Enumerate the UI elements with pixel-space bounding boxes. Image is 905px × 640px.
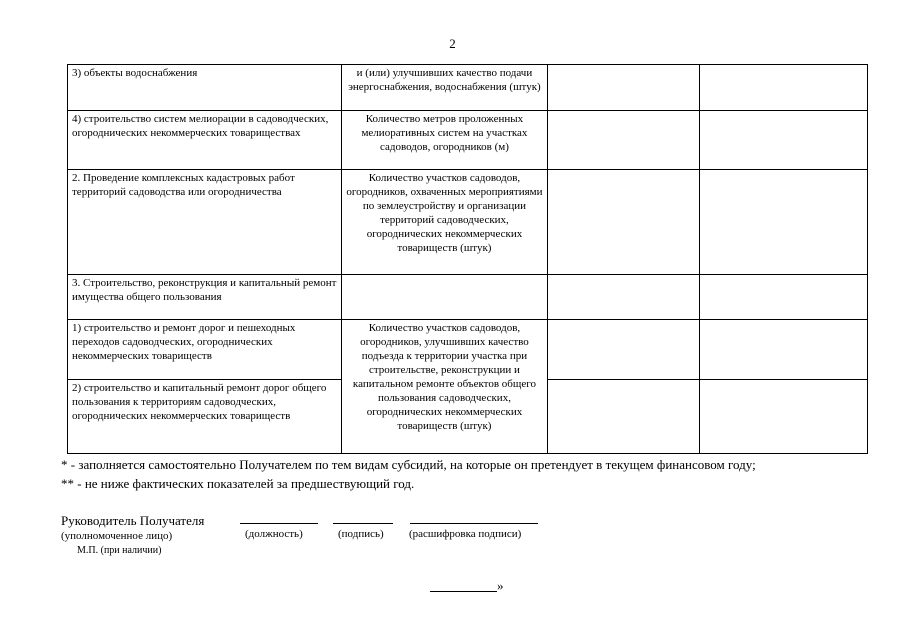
table-cell: [547, 275, 699, 320]
table-cell: 2. Проведение комплексных кадастровых работ территорий садоводства или огородничества: [68, 170, 342, 275]
table-row: [68, 170, 868, 275]
table-cell: 2) строительство и капитальный ремонт дорог общего пользования к территориям садоводческих, огороднических некоммерческих товариществ: [68, 380, 342, 454]
table-cell: [699, 170, 867, 275]
footnotes: [61, 455, 756, 493]
head-label: Руководитель Получателя: [61, 513, 205, 528]
table-cell: [342, 275, 547, 320]
table-row: [68, 275, 868, 320]
footnote-2: ** - не ниже фактических показателей за предшествующий год.: [61, 476, 415, 491]
table-cell: 4) строительство систем мелиорации в садоводческих, огороднических некоммерческих товариществах: [68, 111, 342, 170]
table-cell: [699, 275, 867, 320]
date-line: [430, 591, 497, 592]
table-cell: Количество участков садоводов, огородников, охваченных мероприятиями по землеустройству и организации территорий садоводческих, огороднических некоммерческих товариществ (штук): [342, 170, 547, 275]
sign-label: (подпись): [338, 528, 384, 540]
table-cell: 3) объекты водоснабжения: [68, 65, 342, 111]
position-line: [240, 523, 318, 524]
table-cell: [699, 111, 867, 170]
table-cell: и (или) улучшивших качество подачи энергоснабжения, водоснабжения (штук): [342, 65, 547, 111]
table-cell: [547, 170, 699, 275]
authorized-label: (уполномоченное лицо): [61, 530, 173, 542]
table-cell: [547, 111, 699, 170]
table-row: [68, 111, 868, 170]
decoding-label: (расшифровка подписи): [409, 528, 522, 540]
table-cell: [547, 380, 699, 454]
table-cell: Количество участков садоводов, огородников, улучшивших качество подъезда к территории участка при строительстве, реконструкции и капитальном ремонте объектов общего пользования садоводческих, огороднических некоммерческих товариществ (штук): [342, 320, 547, 454]
footnote-1: * - заполняется самостоятельно Получателем по тем видам субсидий, на которые он претендует в текущем финансовом году;: [61, 457, 756, 472]
table-cell: [699, 380, 867, 454]
decoding-line: [410, 523, 538, 524]
page-number: 2: [449, 36, 456, 51]
sign-line: [333, 523, 393, 524]
table-row: [68, 320, 868, 380]
table-cell: Количество метров проложенных мелиоративных систем на участках садоводов, огородников (м): [342, 111, 547, 170]
stamp-label: М.П. (при наличии): [77, 545, 162, 556]
table-cell: 1) строительство и ремонт дорог и пешеходных переходов садоводческих, огороднических некоммерческих товариществ: [68, 320, 342, 380]
indicators-table: [67, 64, 868, 454]
table-row: [68, 65, 868, 111]
table-cell: 3. Строительство, реконструкция и капитальный ремонт имущества общего пользования: [68, 275, 342, 320]
position-label: (должность): [245, 528, 303, 540]
table-cell: [699, 320, 867, 380]
table-cell: [547, 65, 699, 111]
table-cell: [547, 320, 699, 380]
date-quote: »: [497, 578, 504, 593]
table-cell: [699, 65, 867, 111]
